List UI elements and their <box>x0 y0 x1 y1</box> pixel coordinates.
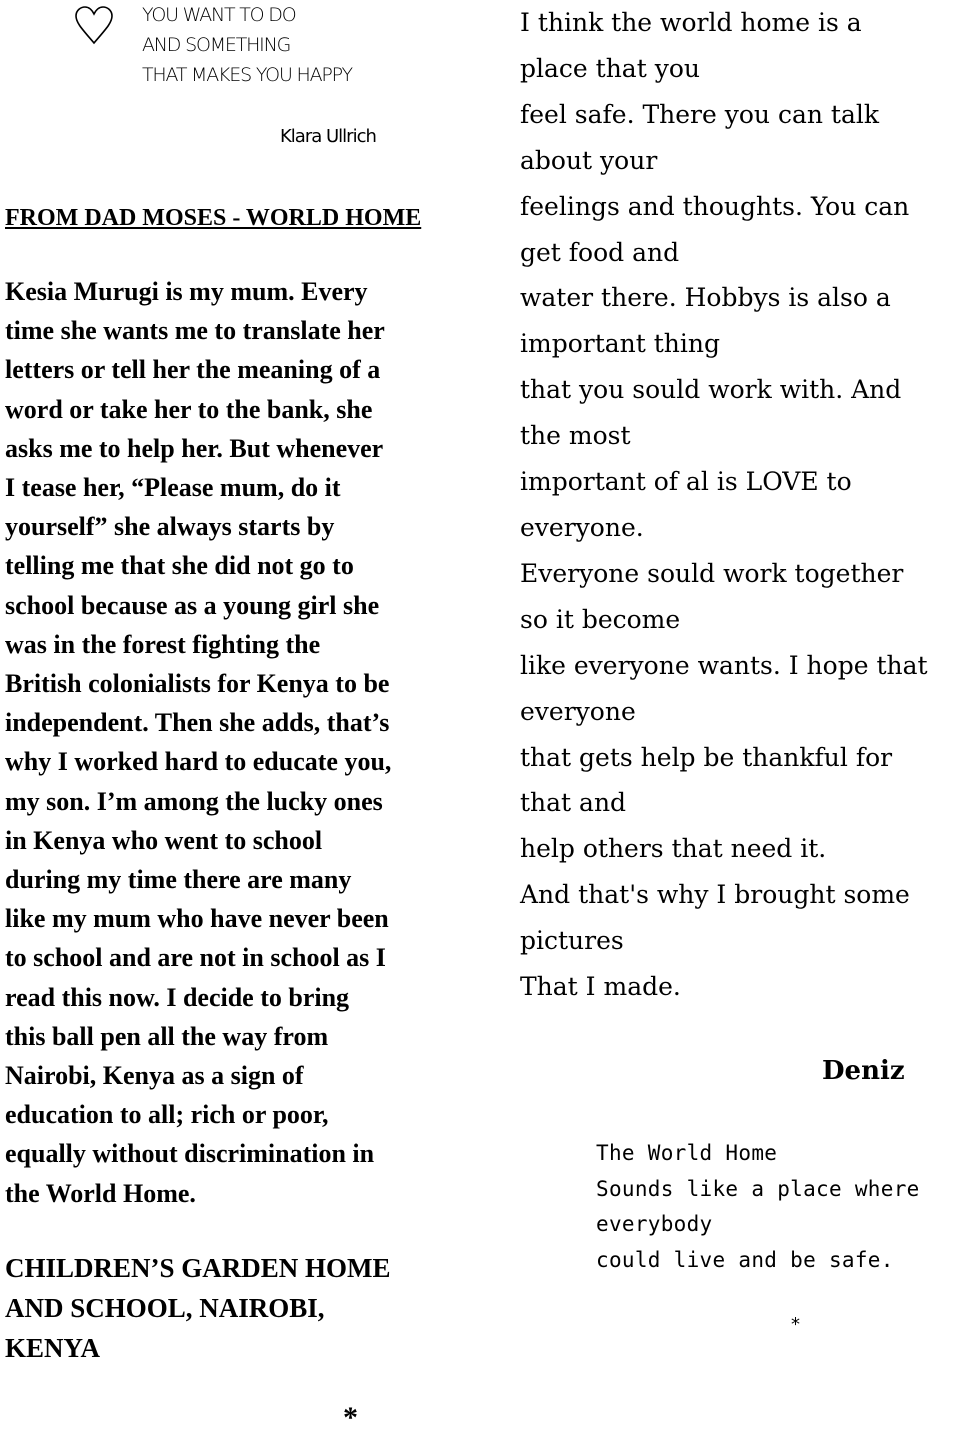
poem-line: water there. Hobbys is also a <box>520 283 891 313</box>
poem-line: feelings and thoughts. You can <box>520 191 910 221</box>
letter-line: letters or tell her the meaning of a <box>5 355 381 385</box>
letter-signature <box>5 1248 391 1368</box>
quote-author: Klara Ullrich <box>280 126 376 147</box>
quote-line: YOU WANT TO DO <box>142 4 296 26</box>
poem-line: important of al is LOVE to <box>520 467 852 497</box>
letter-body <box>5 272 475 1213</box>
letter-line: this ball pen all the way from <box>5 1021 329 1051</box>
letter-line: why I worked hard to educate you, <box>5 747 392 777</box>
letter-line: like my mum who have never been <box>5 904 389 934</box>
poem-line: pictures <box>520 926 624 956</box>
letter-line: was in the forest fighting the <box>5 629 321 659</box>
poem-line: get food and <box>520 237 680 267</box>
poem-line: that gets help be thankful for <box>520 742 893 772</box>
letter-line: equally without discrimination in <box>5 1139 375 1169</box>
letter-line: read this now. I decide to bring <box>5 982 350 1012</box>
poem-line: place that you <box>520 53 700 83</box>
poem-line: the most <box>520 421 631 451</box>
signature-line: CHILDREN’S GARDEN HOME <box>5 1253 391 1283</box>
letter-line: education to all; rich or poor, <box>5 1100 329 1130</box>
quote-line: THAT MAKES YOU HAPPY <box>142 64 352 86</box>
poem-author: Deniz <box>822 1056 905 1086</box>
letter-line: in Kenya who went to school <box>5 825 323 855</box>
letter-line: telling me that she did not go to <box>5 551 354 581</box>
signature-line: AND SCHOOL, NAIROBI, <box>5 1293 325 1323</box>
poem-line: I think the world home is a <box>520 8 862 37</box>
separator-star-bottom: * <box>343 1401 358 1434</box>
poem-line: that and <box>520 788 627 818</box>
letter-line: British colonialists for Kenya to be <box>5 669 390 699</box>
poem-line: help others that need it. <box>520 834 827 864</box>
poem-line: Everyone sould work together <box>520 558 904 588</box>
quote-line: AND SOMETHING <box>142 34 291 56</box>
quote-block <box>142 0 352 90</box>
letter-line: school because as a young girl she <box>5 590 380 620</box>
short-poem-line: Sounds like a place where <box>596 1176 920 1201</box>
poem-line: like everyone wants. I hope that <box>520 650 928 680</box>
poem-line: feel safe. There you can talk <box>520 99 879 129</box>
short-poem-line: everybody <box>596 1212 713 1236</box>
letter-line: the World Home. <box>5 1178 196 1208</box>
short-poem-line: could live and be safe. <box>596 1247 894 1272</box>
letter-line: my son. I’m among the lucky ones <box>5 786 383 816</box>
poem-line: everyone <box>520 696 636 726</box>
poem-line: And that's why I brought some <box>520 880 910 910</box>
letter-line: yourself” she always starts by <box>5 512 335 542</box>
letter-heading: FROM DAD MOSES - WORLD HOME <box>5 205 422 231</box>
poem-line: so it become <box>520 604 681 634</box>
poem-line: that you sould work with. And <box>520 375 902 405</box>
letter-line: Kesia Murugi is my mum. Every <box>5 277 368 306</box>
letter-line: asks me to help her. But whenever <box>5 433 384 463</box>
letter-line: to school and are not in school as I <box>5 943 386 973</box>
short-poem-line: The World Home <box>596 1141 778 1165</box>
poem-line: about your <box>520 145 658 175</box>
letter-line: I tease her, “Please mum, do it <box>5 473 341 503</box>
short-poem <box>596 1136 920 1278</box>
letter-line: independent. Then she adds, that’s <box>5 708 390 738</box>
signature-line: KENYA <box>5 1333 101 1363</box>
poem-line: everyone. <box>520 512 644 542</box>
letter-line: during my time there are many <box>5 865 352 895</box>
separator-star-right: * <box>791 1314 800 1335</box>
poem-line: important thing <box>520 329 720 359</box>
letter-line: Nairobi, Kenya as a sign of <box>5 1061 304 1091</box>
heart-icon <box>74 6 114 46</box>
letter-line: word or take her to the bank, she <box>5 394 373 424</box>
poem-body <box>520 0 960 1010</box>
poem-line: That I made. <box>520 972 681 1002</box>
letter-line: time she wants me to translate her <box>5 316 385 346</box>
